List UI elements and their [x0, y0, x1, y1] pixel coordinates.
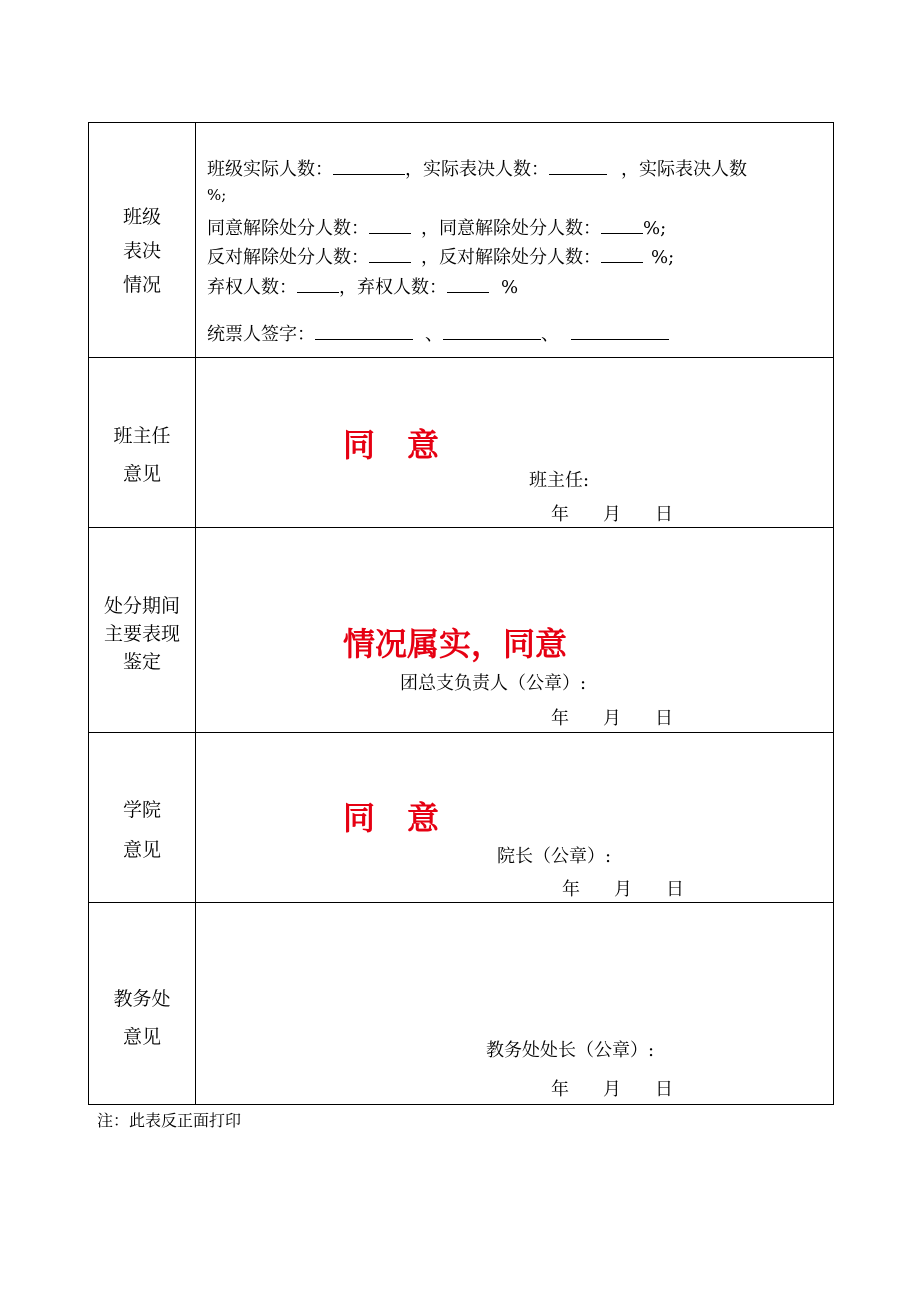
blank-agree-percent[interactable]	[601, 219, 643, 234]
date-day: 日	[666, 879, 684, 900]
text-oppose-percent: %;	[651, 247, 675, 268]
label-line: 意见	[122, 463, 161, 485]
column-divider	[195, 733, 196, 902]
blank-abstain-percent[interactable]	[447, 278, 489, 293]
row-class-vote	[89, 123, 833, 358]
row-performance	[89, 528, 833, 733]
date-line	[551, 506, 673, 524]
date-month: 月	[614, 879, 632, 900]
label-line: 表决	[122, 240, 161, 262]
row-academic-affairs	[89, 903, 833, 1104]
academic-director-signer: 教务处处长（公章）:	[486, 1040, 655, 1061]
text-voting-count: ，实际表决人数：	[405, 159, 549, 180]
label-class-vote	[89, 200, 195, 302]
text-actual-count: 班级实际人数：	[207, 159, 333, 180]
blank-counter-signature-3[interactable]	[571, 325, 669, 340]
text-agree-count: 同意解除处分人数：	[207, 218, 369, 239]
vote-line-3	[207, 248, 674, 267]
label-line: 鉴定	[122, 651, 161, 673]
date-line	[562, 881, 684, 899]
column-divider	[195, 123, 196, 357]
date-day: 日	[655, 1079, 673, 1100]
row-head-teacher	[89, 358, 833, 528]
date-year: 年	[551, 504, 569, 525]
text-oppose-count: 反对解除处分人数：	[207, 247, 369, 268]
date-year: 年	[551, 708, 569, 729]
vote-line-2	[207, 219, 666, 238]
date-year: 年	[551, 1079, 569, 1100]
stamp-verified-agree: 情况属实，同意	[343, 625, 568, 663]
label-line: 情况	[122, 274, 161, 296]
label-line: 意见	[122, 1026, 161, 1048]
date-month: 月	[603, 1079, 621, 1100]
league-branch-signer: 团总支负责人（公章）:	[400, 673, 587, 694]
blank-voting-count[interactable]	[549, 160, 607, 175]
blank-agree-count[interactable]	[369, 219, 411, 234]
text-oppose-count-2: ，反对解除处分人数：	[421, 247, 601, 268]
blank-actual-count[interactable]	[333, 160, 405, 175]
label-line: 处分期间	[103, 595, 180, 617]
label-performance	[89, 592, 195, 676]
stamp-agree: 同 意	[343, 426, 440, 464]
blank-counter-signature-2[interactable]	[443, 325, 541, 340]
text-counter-signature: 统票人签字：	[207, 324, 315, 345]
footnote: 注：此表反正面打印	[97, 1111, 242, 1130]
text-abstain-count: 弃权人数：	[207, 277, 297, 298]
column-divider	[195, 528, 196, 732]
text-separator: 、	[541, 324, 559, 345]
blank-counter-signature-1[interactable]	[315, 325, 413, 340]
column-divider	[195, 903, 196, 1104]
label-line: 主要表现	[103, 623, 180, 645]
label-head-teacher	[89, 417, 195, 493]
blank-abstain-count[interactable]	[297, 278, 339, 293]
blank-oppose-count[interactable]	[369, 248, 411, 263]
label-line: 学院	[122, 799, 161, 821]
date-day: 日	[655, 504, 673, 525]
date-line	[551, 1081, 673, 1099]
blank-oppose-percent[interactable]	[601, 248, 643, 263]
text-separator: 、	[425, 324, 443, 345]
label-academic-affairs	[89, 980, 195, 1056]
label-line: 意见	[122, 839, 161, 861]
date-month: 月	[603, 708, 621, 729]
text-percent: %;	[207, 186, 227, 204]
vote-line-1-cont	[207, 188, 226, 203]
date-line	[551, 710, 673, 728]
row-college	[89, 733, 833, 903]
label-line: 班级	[122, 206, 161, 228]
text-abstain-count-2: ，弃权人数：	[339, 277, 447, 298]
text-agree-percent: %;	[643, 218, 667, 239]
label-line: 班主任	[113, 425, 171, 447]
date-month: 月	[603, 504, 621, 525]
date-year: 年	[562, 879, 580, 900]
text-agree-count-2: ，同意解除处分人数：	[421, 218, 601, 239]
vote-line-4	[207, 278, 518, 297]
text-voting-count-2: ，实际表决人数	[621, 159, 747, 180]
disciplinary-form-table	[88, 122, 834, 1105]
label-college	[89, 790, 195, 870]
stamp-agree: 同 意	[343, 799, 440, 837]
date-day: 日	[655, 708, 673, 729]
label-line: 教务处	[113, 988, 171, 1010]
head-teacher-signer: 班主任:	[529, 470, 590, 491]
dean-signer: 院长（公章）:	[497, 846, 612, 867]
vote-line-1	[207, 160, 747, 179]
vote-signature-line	[207, 325, 669, 344]
text-abstain-percent: %	[501, 277, 519, 298]
column-divider	[195, 358, 196, 527]
